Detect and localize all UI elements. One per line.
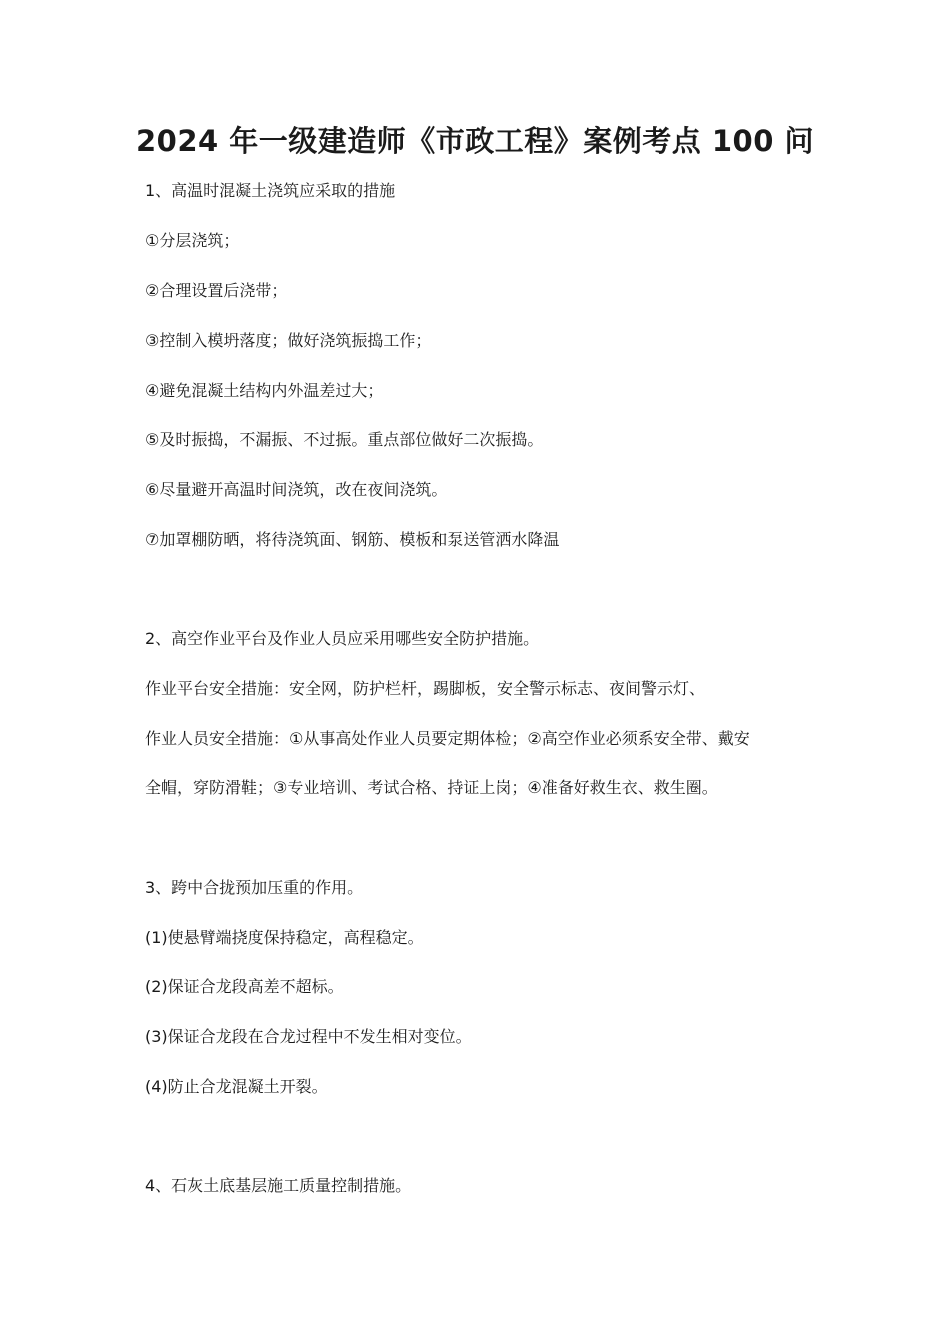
section-2-line-3: 全帽，穿防滑鞋；③专业培训、考试合格、持证上岗；④准备好救生衣、救生圈。 [145,778,718,797]
section-2-line-2: 作业人员安全措施：①从事高处作业人员要定期体检；②高空作业必须系安全带、戴安 [145,729,750,748]
section-1-line-3: ③控制入模坍落度；做好浇筑振捣工作； [145,331,432,350]
document-title: 2024 年一级建造师《市政工程》案例考点 100 问 [135,124,815,158]
section-1-line-5: ⑤及时振捣，不漏振、不过振。重点部位做好二次振捣。 [145,430,544,449]
section-3-line-2: (2)保证合龙段高差不超标。 [145,977,344,996]
section-1-heading: 1、高温时混凝土浇筑应采取的措施 [145,181,396,200]
section-1-line-7: ⑦加罩棚防晒，将待浇筑面、钢筋、模板和泵送管洒水降温 [145,530,560,549]
section-2-heading: 2、高空作业平台及作业人员应采用哪些安全防护措施。 [145,629,540,648]
section-4-heading: 4、石灰土底基层施工质量控制措施。 [145,1176,412,1195]
section-1-line-6: ⑥尽量避开高温时间浇筑，改在夜间浇筑。 [145,480,448,499]
section-2-line-1: 作业平台安全措施：安全网，防护栏杆，踢脚板，安全警示标志、夜间警示灯、 [145,679,706,698]
section-3-line-1: (1)使悬臂端挠度保持稳定，高程稳定。 [145,928,424,947]
section-3-line-3: (3)保证合龙段在合龙过程中不发生相对变位。 [145,1027,472,1046]
section-1-line-4: ④避免混凝土结构内外温差过大； [145,381,384,400]
section-1-line-2: ②合理设置后浇带； [145,281,288,300]
section-1-line-1: ①分层浇筑； [145,231,240,250]
section-3-line-4: (4)防止合龙混凝土开裂。 [145,1077,328,1096]
section-3-heading: 3、跨中合拢预加压重的作用。 [145,878,364,897]
